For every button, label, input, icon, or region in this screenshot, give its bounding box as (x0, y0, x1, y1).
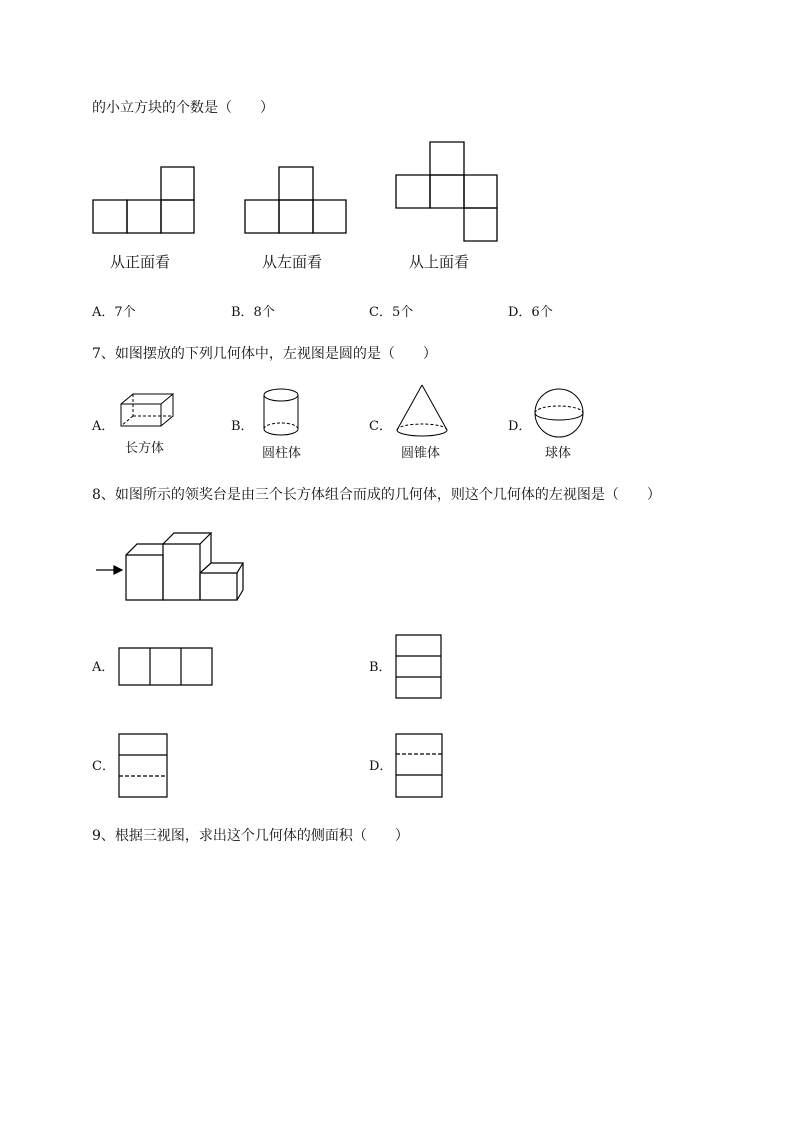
q6-option-d: D．6个 (508, 305, 553, 320)
q7-sphere-figure (533, 388, 587, 440)
q6-front-view-caption: 从正面看 (110, 253, 171, 271)
q7-letter-b: B． (231, 419, 254, 434)
q8-stem: 8、如图所示的领奖台是由三个长方体组合而成的几何体，则这个几何体的左视图是（ ） (92, 487, 661, 503)
q6-left-view-figure (244, 166, 348, 234)
q8-option-c-figure (118, 733, 170, 799)
q6-top-view-caption: 从上面看 (409, 253, 470, 271)
q6-front-view-figure (92, 166, 196, 234)
q8-letter-b: B． (369, 660, 392, 675)
q6-option-b: B．8个 (231, 305, 275, 320)
q7-cone-label: 圆锥体 (401, 446, 441, 461)
q8-letter-d: D． (369, 759, 393, 774)
q7-cone-figure (395, 384, 451, 440)
q7-cuboid-figure (120, 393, 176, 429)
q6-option-c: C．5个 (369, 305, 414, 320)
q6-stem-tail: 的小立方块的个数是（ ） (92, 100, 274, 116)
q6-top-view-figure (395, 141, 499, 243)
q7-letter-c: C． (369, 419, 392, 434)
q8-option-d-figure (395, 733, 445, 799)
q8-option-b-figure (395, 634, 443, 700)
q7-stem: 7、如图摆放的下列几何体中，左视图是圆的是（ ） (92, 346, 437, 362)
q8-option-a-figure (118, 647, 214, 687)
q7-cylinder-figure (262, 388, 300, 438)
q7-letter-a: A． (92, 419, 115, 434)
q7-cylinder-label: 圆柱体 (262, 446, 302, 461)
q9-stem: 9、根据三视图，求出这个几何体的侧面积（ ） (92, 828, 409, 844)
q8-podium-figure (95, 532, 247, 604)
q8-letter-c: C． (92, 759, 115, 774)
q6-option-a: A．7个 (92, 305, 136, 320)
q6-left-view-caption: 从左面看 (262, 253, 323, 271)
q8-letter-a: A． (92, 660, 115, 675)
q7-cuboid-label: 长方体 (125, 441, 165, 456)
q7-sphere-label: 球体 (545, 446, 572, 461)
q7-letter-d: D． (508, 419, 532, 434)
